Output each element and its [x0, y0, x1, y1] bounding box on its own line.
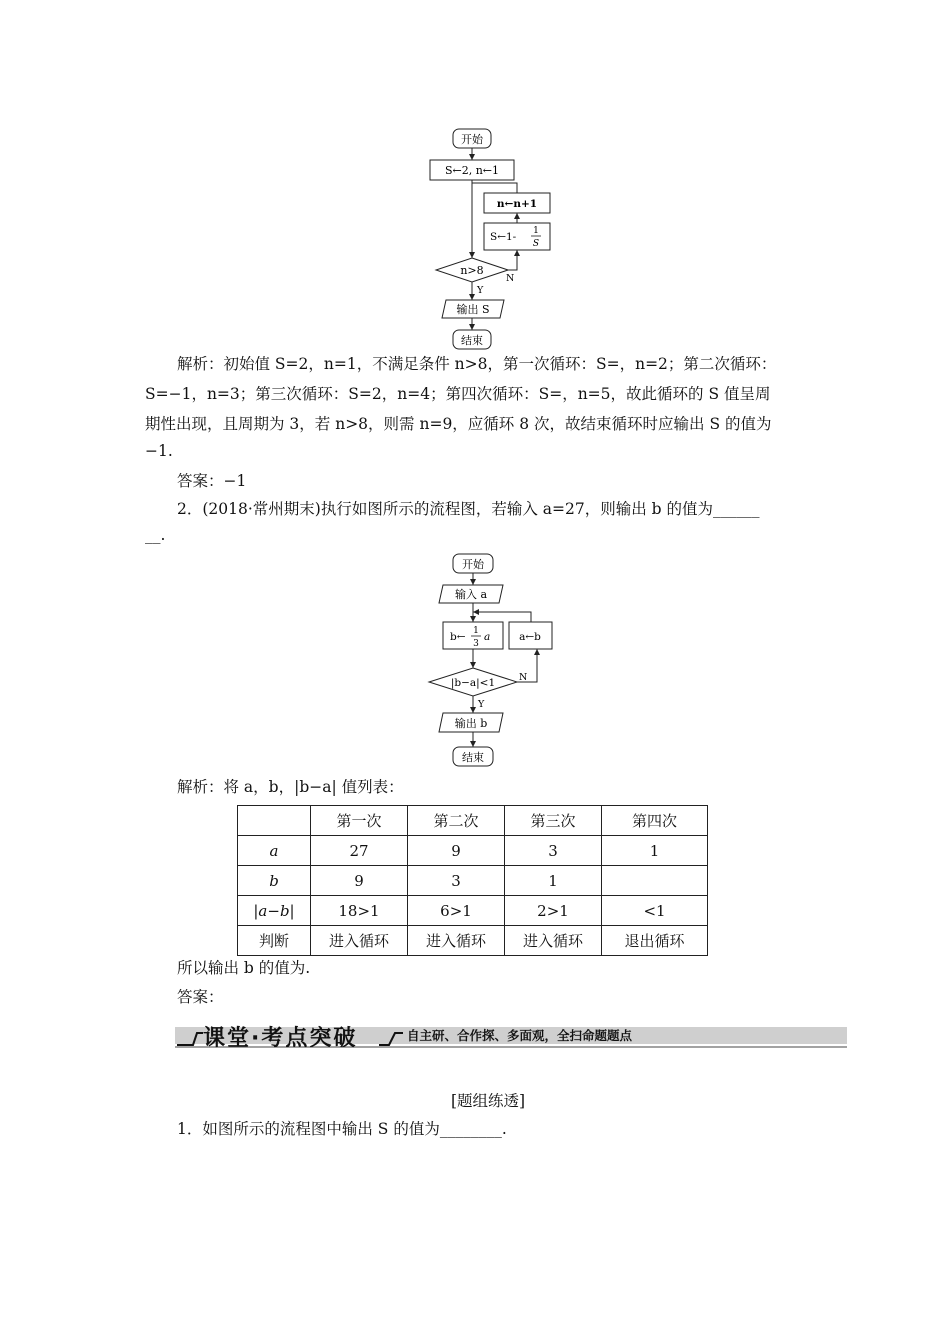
- flow1-update-num: 1: [533, 226, 539, 236]
- flow1-update-s: S←1-: [490, 231, 517, 243]
- table-cell: 判断: [238, 926, 311, 956]
- flowchart-1: [420, 120, 560, 350]
- table-cell: 退出循环: [602, 926, 708, 956]
- flow1-end: 结束: [461, 334, 483, 347]
- analysis1-line4: −1.: [145, 442, 173, 460]
- flow2-cond: |b−a|<1: [450, 677, 496, 689]
- flow1-update-den: S: [532, 239, 540, 249]
- table-cell: 18>1: [311, 896, 408, 926]
- flow2-no: N: [519, 672, 528, 683]
- table-cell: 进入循环: [408, 926, 505, 956]
- banner-title: 课堂·考点突破: [203, 1026, 358, 1051]
- problem2-line2: __.: [145, 526, 166, 544]
- table-row: [238, 866, 708, 896]
- table-cell: 6>1: [408, 896, 505, 926]
- flow1-start: 开始: [461, 133, 483, 146]
- table-cell: [238, 806, 311, 836]
- analysis1-line2: S=−1，n=3；第三次循环：S=2，n=4；第四次循环：S=，n=5，故此循环的 S 值呈周: [145, 385, 771, 403]
- analysis2-intro: 解析：将 a，b，|b−a| 值列表：: [177, 778, 404, 796]
- flow1-output: 输出 S: [456, 303, 490, 316]
- analysis2-conclusion: 所以输出 b 的值为.: [177, 959, 311, 977]
- table-cell: 3: [408, 866, 505, 896]
- flow2-assign-b: b←: [450, 631, 466, 643]
- flow2-assign-b-tail: a: [484, 631, 491, 643]
- section-banner: [175, 1023, 847, 1049]
- table-cell: 3: [505, 836, 602, 866]
- table-header: 第一次: [311, 806, 408, 836]
- flowchart-2: [425, 550, 565, 770]
- table-cell: 1: [505, 866, 602, 896]
- table-cell: 2>1: [505, 896, 602, 926]
- analysis1-line1: 解析：初始值 S=2，n=1，不满足条件 n>8，第一次循环：S=，n=2；第二次循环：: [177, 355, 777, 373]
- table-cell: 9: [311, 866, 408, 896]
- table-cell: b: [238, 866, 311, 896]
- table-row: [238, 926, 708, 956]
- table-cell: 9: [408, 836, 505, 866]
- flow1-yes: Y: [477, 285, 484, 296]
- table-cell: 1: [602, 836, 708, 866]
- table-cell: <1: [602, 896, 708, 926]
- flow1-no: N: [506, 273, 515, 284]
- flow2-end: 结束: [462, 751, 484, 764]
- flow2-yes: Y: [478, 699, 485, 710]
- flow2-assign-a: a←b: [519, 631, 541, 643]
- banner-subtitle: 自主研、合作探、多面观，全扫命题题点: [407, 1028, 633, 1043]
- table-header: 第三次: [505, 806, 602, 836]
- table-cell: 进入循环: [505, 926, 602, 956]
- flow1-inc: n←n+1: [496, 198, 538, 210]
- table-cell: 进入循环: [311, 926, 408, 956]
- table-row: [238, 836, 708, 866]
- table-cell: |a−b|: [238, 896, 311, 926]
- table-header: 第二次: [408, 806, 505, 836]
- analysis1-line3: 期性出现，且周期为 3，若 n>8，则需 n=9，应循环 8 次，故结束循环时应输出 S 的值为: [145, 415, 772, 433]
- values-table: [237, 805, 708, 956]
- flow1-init: S←2, n←1: [444, 164, 500, 177]
- flow1-cond: n>8: [460, 264, 484, 277]
- table-cell: [602, 866, 708, 896]
- flow2-frac-den: 3: [473, 639, 479, 649]
- analysis2-answer: 答案：: [177, 988, 224, 1006]
- flow2-input: 输入 a: [454, 588, 488, 601]
- analysis1-answer: 答案：−1: [177, 472, 247, 490]
- table-header-row: [238, 806, 708, 836]
- flow2-output: 输出 b: [454, 717, 488, 730]
- table-row: [238, 896, 708, 926]
- flow2-start: 开始: [462, 558, 484, 571]
- table-cell: 27: [311, 836, 408, 866]
- section-heading: [题组练透]: [451, 1092, 526, 1110]
- flow2-frac-num: 1: [473, 626, 479, 636]
- table-header: 第四次: [602, 806, 708, 836]
- table-cell: a: [238, 836, 311, 866]
- question-1: 1．如图所示的流程图中输出 S 的值为________.: [177, 1120, 507, 1138]
- problem2-line1: 2．(2018·常州期末)执行如图所示的流程图，若输入 a=27，则输出 b 的值为______: [177, 500, 760, 518]
